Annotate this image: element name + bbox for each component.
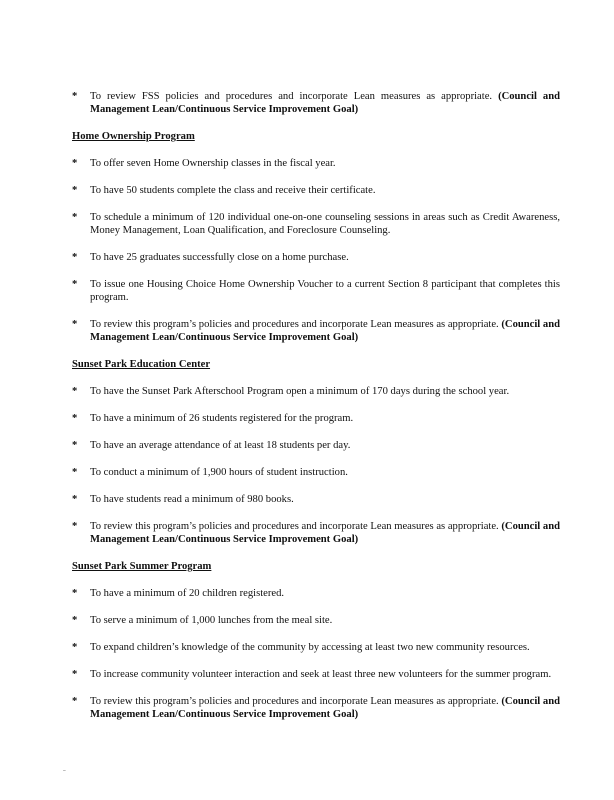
- list-item: [72, 157, 560, 170]
- item-text: To have an average attendance of at least 18 students per day.: [90, 440, 351, 451]
- list-item: [72, 90, 560, 116]
- bullet-asterisk-icon: *: [72, 696, 78, 707]
- list-item: [72, 695, 560, 721]
- section-heading: Sunset Park Education Center: [72, 359, 211, 370]
- item-text: To schedule a minimum of 120 individual one-on-one counseling sessions in areas such as Credit Awareness, Money Management, Loan Qualification, and Foreclosure Counseling.: [90, 212, 560, 236]
- bullet-asterisk-icon: *: [72, 588, 78, 599]
- bullet-asterisk-icon: *: [72, 615, 78, 626]
- item-text: To review this program’s policies and procedures and incorporate Lean measures as appropriate.: [90, 521, 499, 532]
- bullet-asterisk-icon: *: [72, 158, 78, 169]
- item-text: To issue one Housing Choice Home Ownership Voucher to a current Section 8 participant that completes this program.: [90, 279, 560, 303]
- list-item: [72, 668, 560, 681]
- item-text: To conduct a minimum of 1,900 hours of student instruction.: [90, 467, 348, 478]
- bullet-asterisk-icon: *: [72, 669, 78, 680]
- item-goal: (Council and Management Lean/Continuous Service Improvement Goal): [90, 319, 560, 343]
- bullet-asterisk-icon: *: [72, 467, 78, 478]
- section-heading: Home Ownership Program: [72, 131, 195, 142]
- item-text: To offer seven Home Ownership classes in the fiscal year.: [90, 158, 336, 169]
- section-summer-program: [72, 560, 560, 721]
- bullet-asterisk-icon: *: [72, 413, 78, 424]
- document-page: [72, 90, 560, 735]
- list-item: [72, 641, 560, 654]
- item-text: To increase community volunteer interaction and seek at least three new volunteers for the summer program.: [90, 669, 552, 680]
- item-text: To review this program’s policies and procedures and incorporate Lean measures as appropriate.: [90, 696, 499, 707]
- list-item: [72, 493, 560, 506]
- item-goal: (Council and Management Lean/Continuous Service Improvement Goal): [90, 696, 560, 720]
- list-item: [72, 439, 560, 452]
- bullet-asterisk-icon: *: [72, 386, 78, 397]
- list-item: [72, 466, 560, 479]
- item-text: To expand children’s knowledge of the community by accessing at least two new community resources.: [90, 642, 530, 653]
- bullet-asterisk-icon: *: [72, 494, 78, 505]
- bullet-asterisk-icon: *: [72, 252, 78, 263]
- item-text: To have 25 graduates successfully close on a home purchase.: [90, 252, 349, 263]
- section-home-ownership: [72, 130, 560, 344]
- item-text: To have 50 students complete the class and receive their certificate.: [90, 185, 376, 196]
- list-item: [72, 318, 560, 344]
- item-text: To have a minimum of 20 children registered.: [90, 588, 285, 599]
- bullet-asterisk-icon: *: [72, 642, 78, 653]
- list-item: [72, 412, 560, 425]
- bullet-asterisk-icon: *: [72, 185, 78, 196]
- item-goal: (Council and Management Lean/Continuous Service Improvement Goal): [90, 91, 560, 115]
- bullet-asterisk-icon: *: [72, 319, 78, 330]
- list-item: [72, 278, 560, 304]
- bullet-asterisk-icon: *: [72, 440, 78, 451]
- item-text: To review this program’s policies and procedures and incorporate Lean measures as appropriate.: [90, 319, 499, 330]
- list-item: [72, 520, 560, 546]
- bullet-asterisk-icon: *: [72, 521, 78, 532]
- list-item: [72, 385, 560, 398]
- item-text: To have students read a minimum of 980 books.: [90, 494, 294, 505]
- item-text: To have a minimum of 26 students registered for the program.: [90, 413, 354, 424]
- list-item: [72, 251, 560, 264]
- section-heading: Sunset Park Summer Program: [72, 561, 212, 572]
- list-item: [72, 587, 560, 600]
- bullet-asterisk-icon: *: [72, 212, 78, 223]
- bullet-asterisk-icon: *: [72, 279, 78, 290]
- section-education-center: [72, 358, 560, 546]
- item-text: To serve a minimum of 1,000 lunches from the meal site.: [90, 615, 333, 626]
- list-item: [72, 211, 560, 237]
- item-text: To have the Sunset Park Afterschool Program open a minimum of 170 days during the school year.: [90, 386, 510, 397]
- item-goal: (Council and Management Lean/Continuous Service Improvement Goal): [90, 521, 560, 545]
- list-item: [72, 184, 560, 197]
- bullet-asterisk-icon: *: [72, 91, 78, 102]
- item-text: To review FSS policies and procedures and incorporate Lean measures as appropriate.: [90, 91, 493, 102]
- page-number-fragment: ~: [63, 769, 66, 774]
- list-item: [72, 614, 560, 627]
